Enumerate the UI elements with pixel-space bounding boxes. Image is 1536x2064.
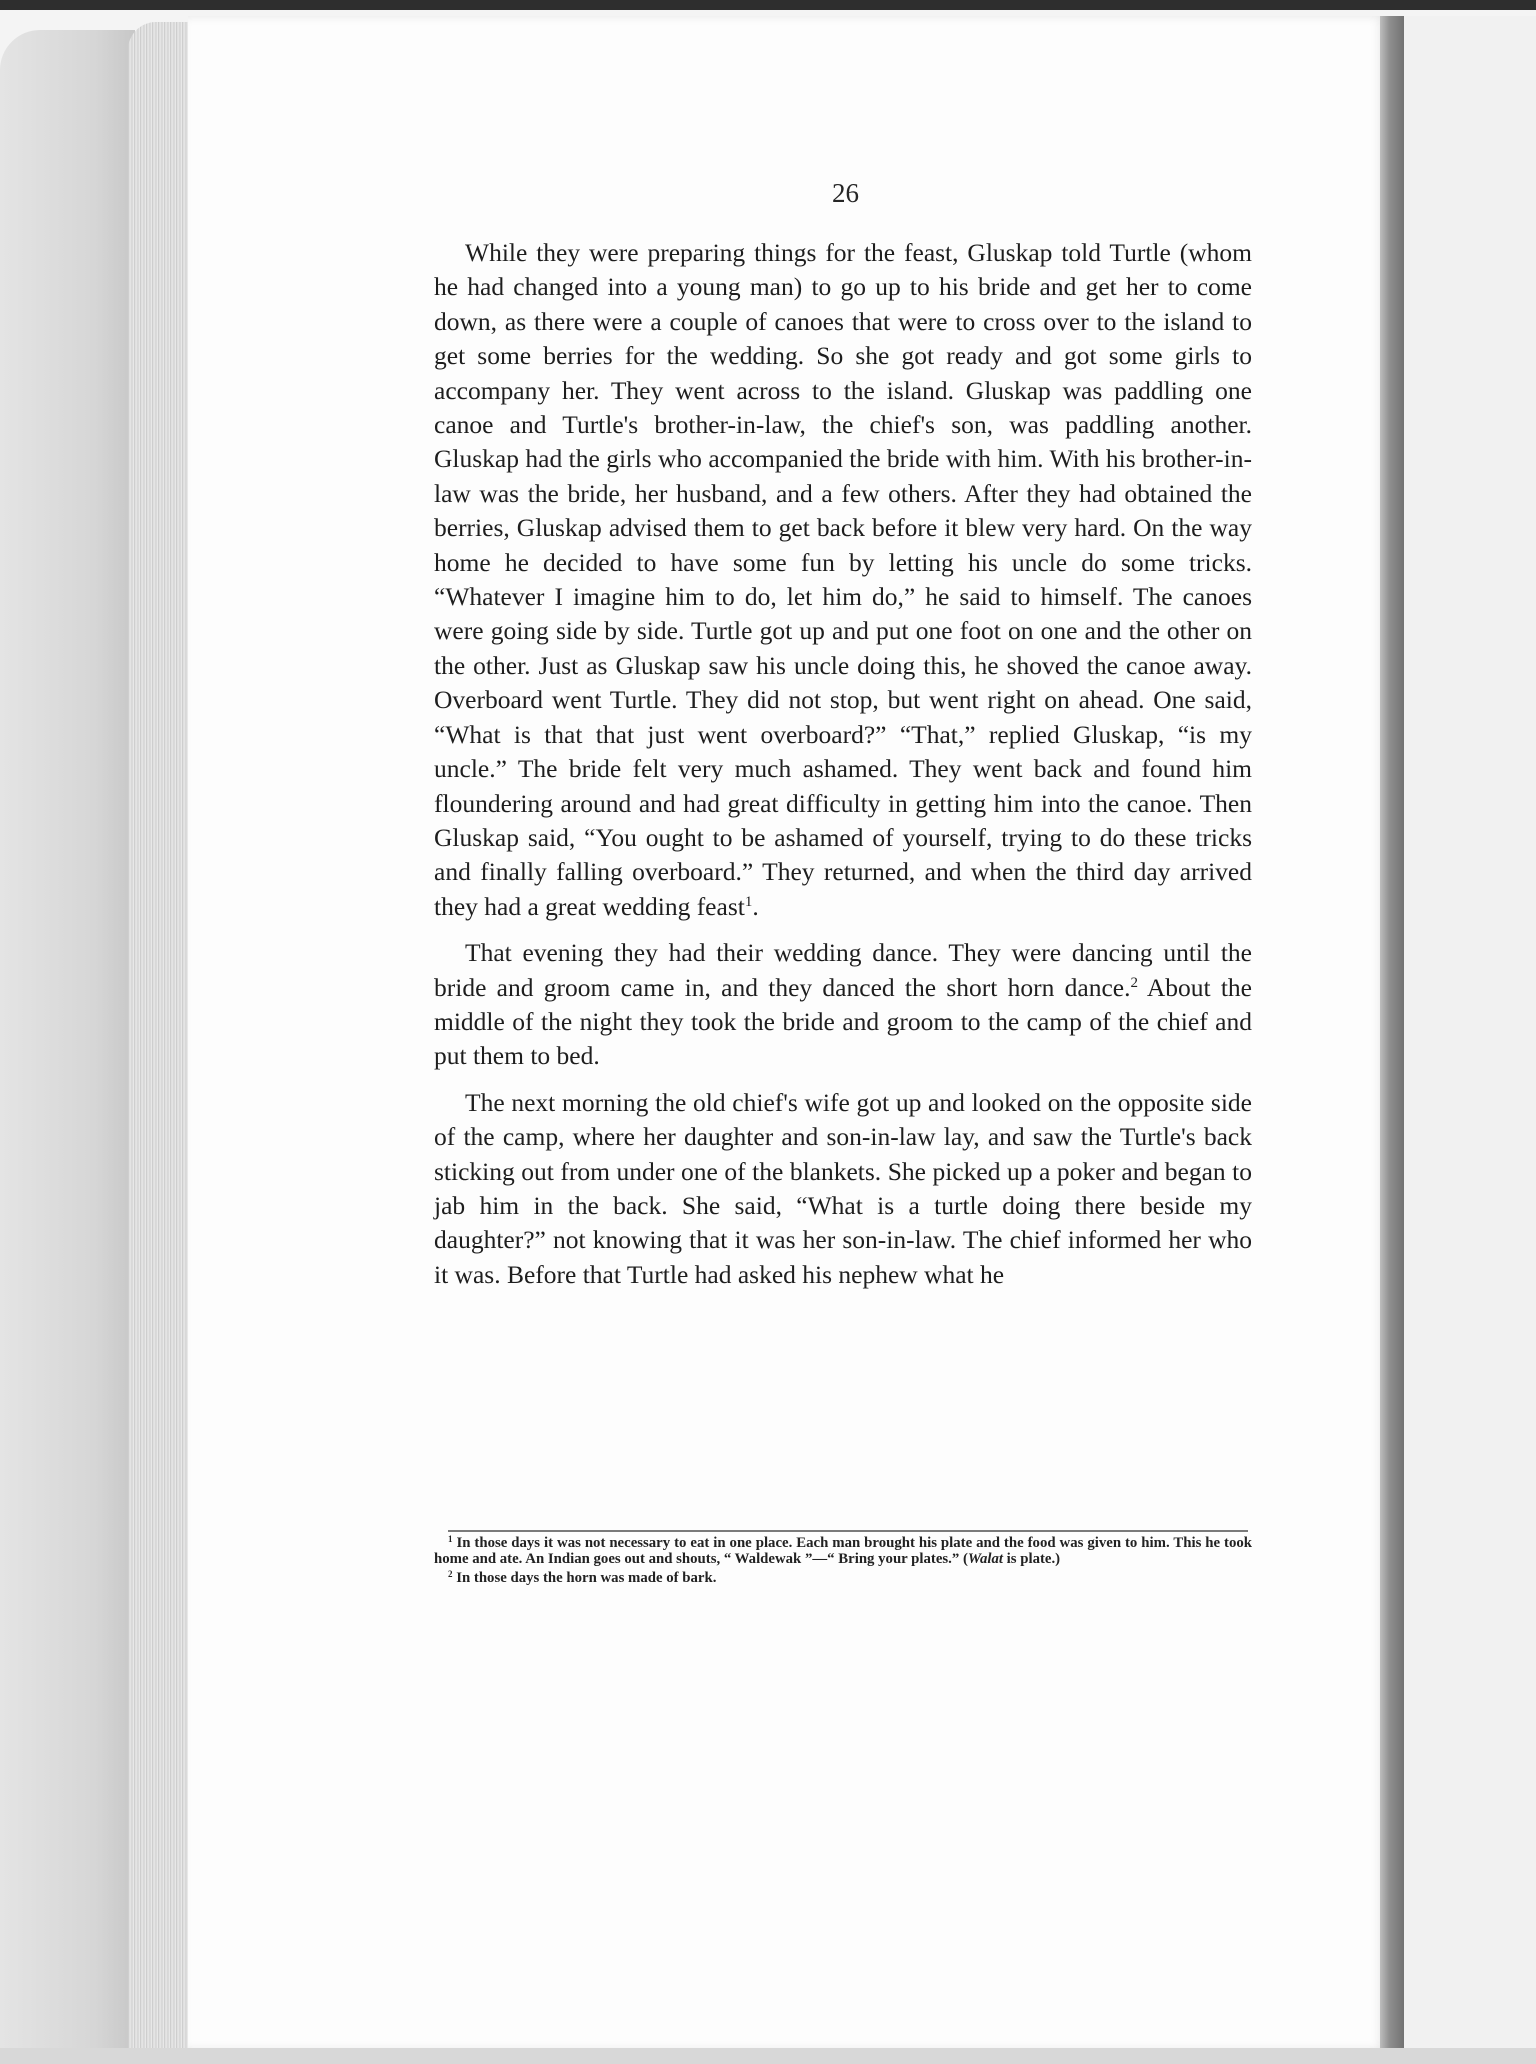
paragraph-3: [434, 1086, 1252, 1292]
paragraph-1-text: While they were preparing things for the feast, Gluskap told Turtle (whom he had changed into a young man) to go up to his bride and get her to come down, as there were a couple of canoes that were to cross over to the island to get some berries for the wedding. So she got ready and got some girls to accompany her. They went across to the island. Gluskap was paddling one canoe and Turtle's brother-in-law, the chief's son, was paddling another. Gluskap had the girls who accompanied the bride with him. With his brother-in-law was the bride, her husband, and a few others. After they had obtained the berries, Gluskap advised them to get back before it blew very hard. On the way home he decided to have some fun by letting his uncle do some tricks. “Whatever I imagine him to do, let him do,” he said to himself. The canoes were going side by side. Turtle got up and put one foot on one and the other on the other. Just as Gluskap saw his uncle doing this, he shoved the canoe away. Overboard went Turtle. They did not stop, but went right on ahead. One said, “What is that that just went overboard?” “That,” replied Gluskap, “is my uncle.” The bride felt very much ashamed. They went back and found him floundering around and had great difficulty in getting him into the canoe. Then Gluskap said, “You ought to be ashamed of yourself, trying to do these tricks and finally falling overboard.” They returned, and when the third day arrived they had a great wedding feast: [434, 238, 1252, 921]
footnote-ref-1: 1: [744, 893, 753, 910]
scan-bottom-edge: [0, 2048, 1536, 2064]
footnote-2: [434, 1571, 1252, 1587]
footnote-1-italic: Walat: [967, 1550, 1003, 1567]
footnote-ref-2: 2: [1130, 974, 1138, 991]
footnote-2-mark: 2: [448, 1569, 453, 1579]
footnote-1-text: In those days it was not necessary to eat in one place. Each man brought his plate and the food was given to him. This he took home and ate. An Indian goes out and shouts, “ Waldewak ”—“ Bring your plates.” (: [434, 1535, 1252, 1567]
footnote-divider: [448, 1530, 1248, 1532]
page-number: 26: [832, 178, 859, 208]
footnote-1: [434, 1536, 1252, 1567]
book-cover-edge: [0, 30, 135, 2050]
footnotes: [434, 1536, 1252, 1591]
page-stack-edges: [128, 22, 188, 2052]
scan-top-edge: [0, 0, 1536, 10]
body-text: [434, 236, 1252, 1304]
paragraph-2: [434, 936, 1252, 1074]
footnote-1-mark: 1: [448, 1534, 453, 1544]
paragraph-3-text: The next morning the old chief's wife got up and looked on the opposite side of the camp, where her daughter and son-in-law lay, and saw the Turtle's back sticking out from under one of the blankets. She picked up a poker and began to jab him in the back. She said, “What is a turtle doing there beside my daughter?” not knowing that it was her son-in-law. The chief informed her who it was. Before that Turtle had asked his nephew what he: [434, 1087, 1252, 1289]
facing-page-strip: [1404, 16, 1536, 2050]
footnote-1-tail: is plate.): [1002, 1550, 1061, 1567]
paragraph-2-tail: About the middle of the night they took the bride and groom to the camp of the chief and put them to bed.: [434, 972, 1252, 1071]
book-gutter-shadow: [1380, 16, 1404, 2050]
paragraph-1: [434, 236, 1252, 924]
paragraph-1-tail: .: [752, 891, 759, 921]
footnote-2-text: In those days the horn was made of bark.: [456, 1570, 717, 1586]
paragraph-2-text: That evening they had their wedding dance. They were dancing until the bride and groom came in, and they danced the short horn dance.: [434, 938, 1252, 1002]
